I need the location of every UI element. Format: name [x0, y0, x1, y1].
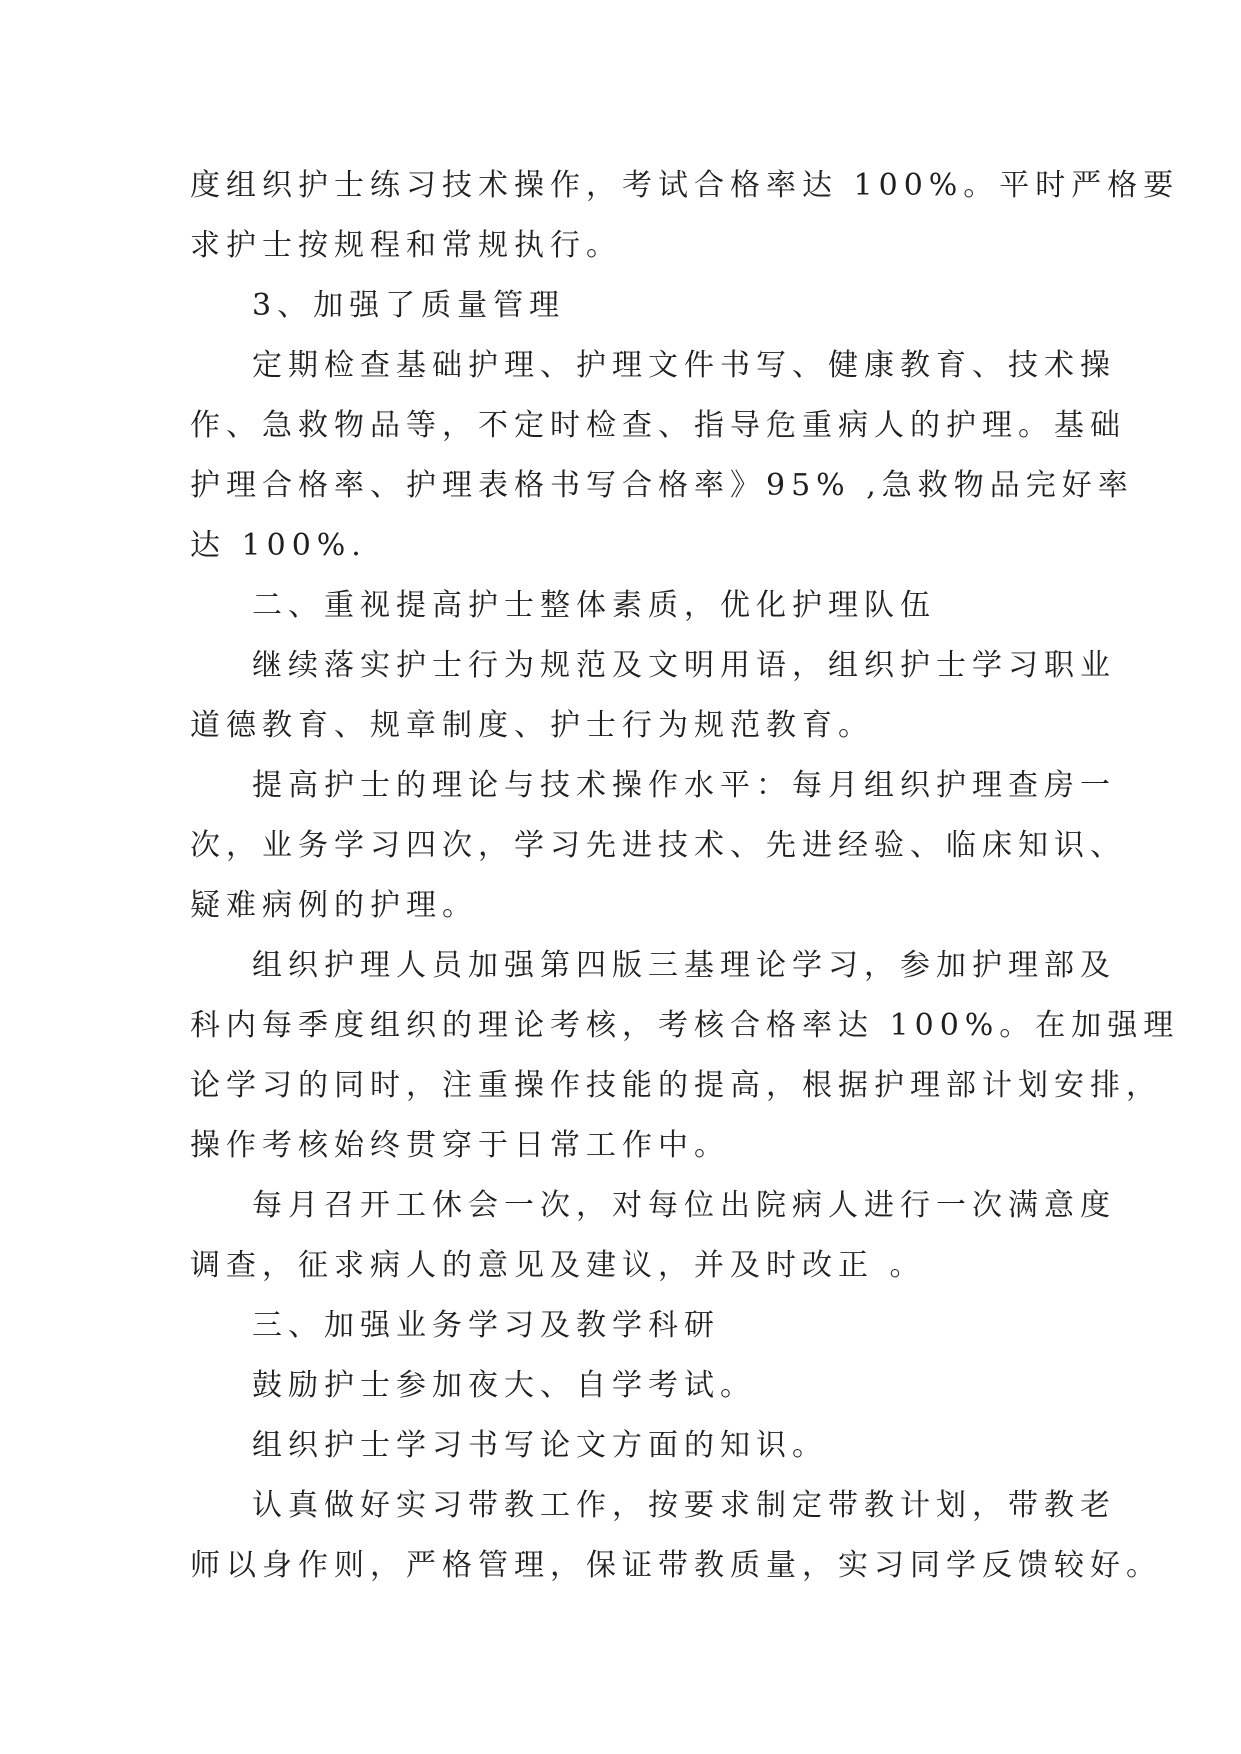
text-line: 3、加强了质量管理: [252, 288, 566, 323]
text-line: 师以身作则，严格管理，保证带教质量，实习同学反馈较好。: [190, 1548, 1162, 1583]
text-line: 作、急救物品等，不定时检查、指导危重病人的护理。基础: [190, 408, 1126, 443]
text-line: 继续落实护士行为规范及文明用语，组织护士学习职业: [252, 648, 1116, 683]
text-line: 次，业务学习四次，学习先进技术、先进经验、临床知识、: [190, 828, 1126, 863]
paragraph: [190, 756, 1126, 936]
section-heading: [190, 576, 1070, 636]
section-heading: [190, 1296, 1070, 1356]
paragraph: [190, 156, 1180, 276]
text-line: 认真做好实习带教工作，按要求制定带教计划，带教老: [252, 1488, 1116, 1523]
text-line: 定期检查基础护理、护理文件书写、健康教育、技术操: [252, 348, 1116, 383]
text-line: 度组织护士练习技术操作，考试合格率达 100%。平时严格要: [190, 168, 1180, 203]
paragraph: [190, 636, 1116, 756]
paragraph: [190, 1476, 1162, 1596]
text-line: 每月召开工休会一次，对每位出院病人进行一次满意度: [252, 1188, 1116, 1223]
text-line: 调查，征求病人的意见及建议，并及时改正 。: [190, 1248, 926, 1283]
text-line: 疑难病例的护理。: [190, 888, 478, 923]
text-line: 鼓励护士参加夜大、自学考试。: [252, 1368, 756, 1403]
section-heading: [190, 276, 1070, 336]
paragraph: [190, 1176, 1116, 1296]
text-line: 道德教育、规章制度、护士行为规范教育。: [190, 708, 874, 743]
text-line: 组织护士学习书写论文方面的知识。: [252, 1428, 828, 1463]
text-line: 三、加强业务学习及教学科研: [252, 1308, 720, 1343]
text-line: 科内每季度组织的理论考核，考核合格率达 100%。在加强理: [190, 1008, 1180, 1043]
text-line: 提高护士的理论与技术操作水平：每月组织护理查房一: [252, 768, 1116, 803]
text-line: 达 100%.: [190, 528, 367, 563]
text-line: 求护士按规程和常规执行。: [190, 228, 622, 263]
text-line: 操作考核始终贯穿于日常工作中。: [190, 1128, 730, 1163]
text-line: 组织护理人员加强第四版三基理论学习，参加护理部及: [252, 948, 1116, 983]
paragraph: [190, 1356, 1070, 1416]
text-line: 二、重视提高护士整体素质，优化护理队伍: [252, 588, 936, 623]
paragraph: [190, 936, 1180, 1176]
paragraph: [190, 336, 1134, 576]
document-body: [190, 156, 1180, 1596]
text-line: 论学习的同时，注重操作技能的提高，根据护理部计划安排，: [190, 1068, 1162, 1103]
paragraph: [190, 1416, 1070, 1476]
text-line: 护理合格率、护理表格书写合格率》95% ,急救物品完好率: [190, 468, 1134, 503]
